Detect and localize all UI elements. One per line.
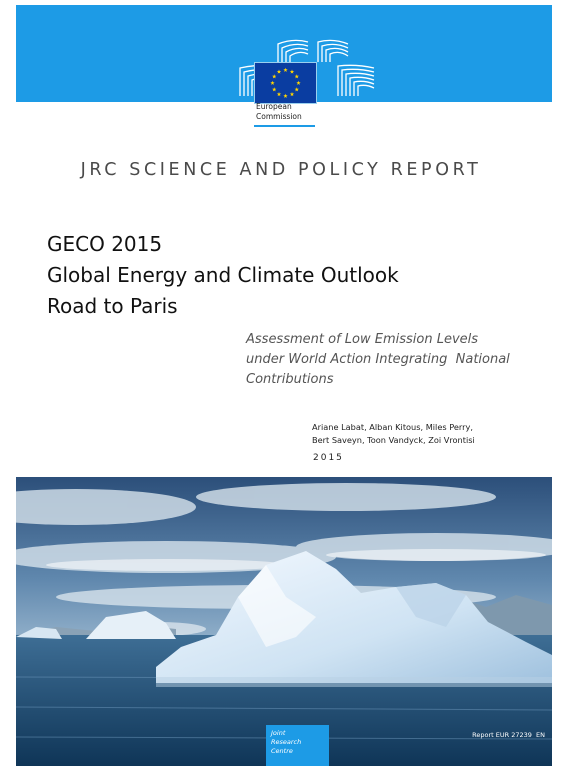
- organization-line2: Commission: [256, 111, 302, 121]
- series-title: JRC SCIENCE AND POLICY REPORT: [80, 160, 482, 180]
- eu-flag-icon: [254, 62, 317, 104]
- subtitle-line3: Contributions: [246, 372, 334, 387]
- organization-label: [256, 102, 318, 121]
- report-subtitle: [246, 330, 546, 390]
- title-line2: Global Energy and Climate Outlook: [47, 263, 399, 287]
- subtitle-line1: Assessment of Low Emission Levels: [246, 332, 479, 347]
- report-number: Report EUR 27239 EN: [472, 731, 545, 739]
- title-line1: GECO 2015: [47, 232, 163, 256]
- title-line3: Road to Paris: [47, 294, 178, 318]
- jrc-logo: [266, 725, 329, 766]
- report-title: [47, 229, 399, 322]
- authors-line2: Bert Saveyn, Toon Vandyck, Zoi Vrontisi: [312, 435, 475, 445]
- jrc-line3: Centre: [271, 747, 293, 755]
- subtitle-line2: under World Action Integrating National: [246, 352, 510, 367]
- authors: [312, 421, 552, 447]
- jrc-line2: Research: [271, 738, 302, 746]
- publication-year: 2015: [313, 453, 344, 463]
- authors-line1: Ariane Labat, Alban Kitous, Miles Perry,: [312, 422, 473, 432]
- organization-underline: [254, 125, 315, 127]
- jrc-line1: Joint: [271, 729, 286, 737]
- cover-photo-iceberg: [16, 477, 552, 766]
- organization-line1: European: [256, 102, 292, 111]
